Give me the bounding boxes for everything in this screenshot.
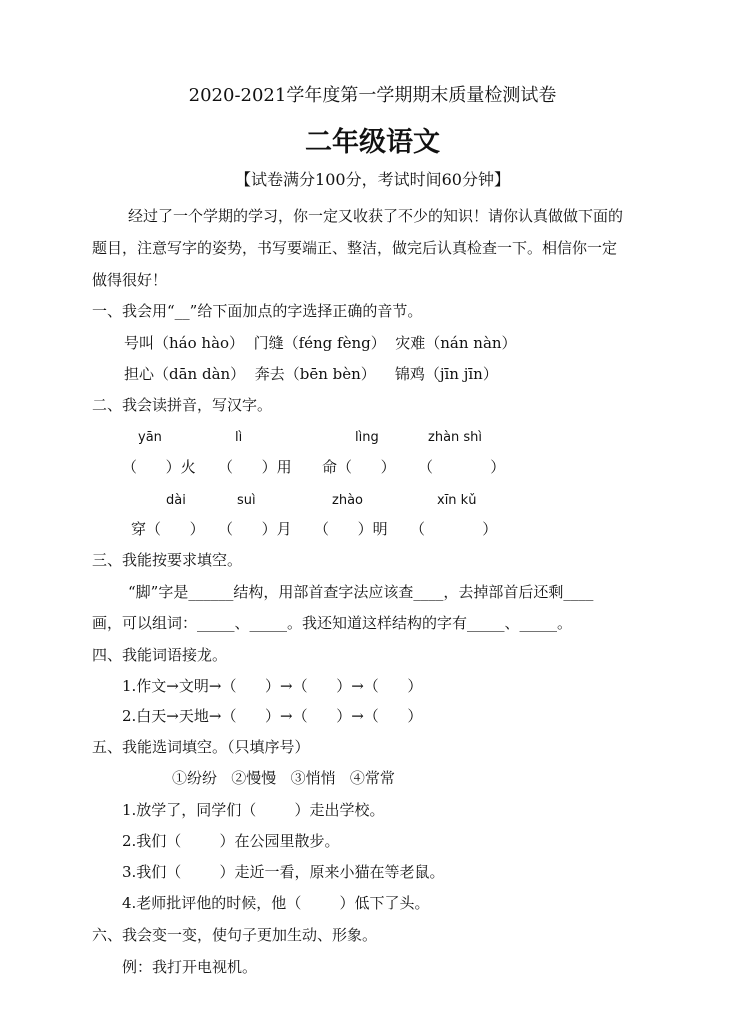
intro-line: 做得很好！	[92, 271, 168, 289]
pinyin-label: lì	[235, 430, 243, 445]
pinyin-label: lìng	[355, 430, 379, 445]
question-4-item: 1.作文→文明→（ ）→（ ）→（ ）	[122, 677, 423, 695]
pinyin-label: suì	[237, 493, 256, 508]
question-1-row: 号叫（háo hào） 门缝（féng fèng） 灾难（nán nàn）	[124, 334, 517, 352]
answer-blank: （ ）	[410, 520, 498, 538]
answer-blank: （ ）用	[218, 458, 292, 476]
exam-info: 【试卷满分100分，考试时间60分钟】	[235, 170, 510, 189]
answer-blank: （ ）明	[314, 520, 388, 538]
pinyin-label: dài	[166, 493, 186, 508]
question-4-item: 2.白天→天地→（ ）→（ ）→（ ）	[122, 707, 423, 725]
question-5-item: 4.老师批评他的时候，他（ ）低下了头。	[122, 894, 430, 912]
exam-title: 2020-2021学年度第一学期期末质量检测试卷	[188, 85, 557, 106]
question-6-example: 例：我打开电视机。	[122, 958, 258, 976]
question-3-heading: 三、我能按要求填空。	[92, 551, 243, 569]
question-5-item: 3.我们（ ）走近一看，原来小猫在等老鼠。	[122, 863, 445, 881]
pinyin-label: yān	[138, 430, 162, 445]
pinyin-label: zhào	[332, 493, 363, 508]
question-3-line: “脚”字是______结构，用部首查字法应该查____，去掉部首后还剩____	[128, 583, 594, 601]
answer-blank: 命（ ）	[322, 458, 396, 476]
intro-line: 经过了一个学期的学习，你一定又收获了不少的知识！请你认真做做下面的	[128, 207, 624, 225]
answer-blank: 穿（ ）	[131, 520, 205, 538]
question-6-heading: 六、我会变一变，使句子更加生动、形象。	[92, 926, 378, 944]
question-4-heading: 四、我能词语接龙。	[92, 646, 228, 664]
question-1-row: 担心（dān dàn） 奔去（bēn bèn） 锦鸡（jīn jīn）	[124, 365, 498, 383]
question-5-heading: 五、我能选词填空。（只填序号）	[92, 738, 310, 756]
question-1-heading: 一、我会用“__”给下面加点的字选择正确的音节。	[92, 302, 423, 320]
question-2-heading: 二、我会读拼音，写汉字。	[92, 396, 273, 414]
question-3-line: 画，可以组词：_____、_____。我还知道这样结构的字有_____、_____。	[92, 614, 573, 632]
answer-blank: （ ）	[418, 458, 506, 476]
intro-line: 题目，注意写字的姿势，书写要端正、整洁，做完后认真检查一下。相信你一定	[92, 239, 618, 257]
question-5-options: ①纷纷 ②慢慢 ③悄悄 ④常常	[172, 769, 395, 787]
answer-blank: （ ）月	[218, 520, 292, 538]
question-5-item: 1.放学了，同学们（ ）走出学校。	[122, 801, 385, 819]
question-5-item: 2.我们（ ）在公园里散步。	[122, 832, 340, 850]
subject-title: 二年级语文	[305, 127, 440, 158]
answer-blank: （ ）火	[122, 458, 196, 476]
pinyin-label: xīn kǔ	[437, 493, 477, 508]
pinyin-label: zhàn shì	[428, 430, 483, 445]
